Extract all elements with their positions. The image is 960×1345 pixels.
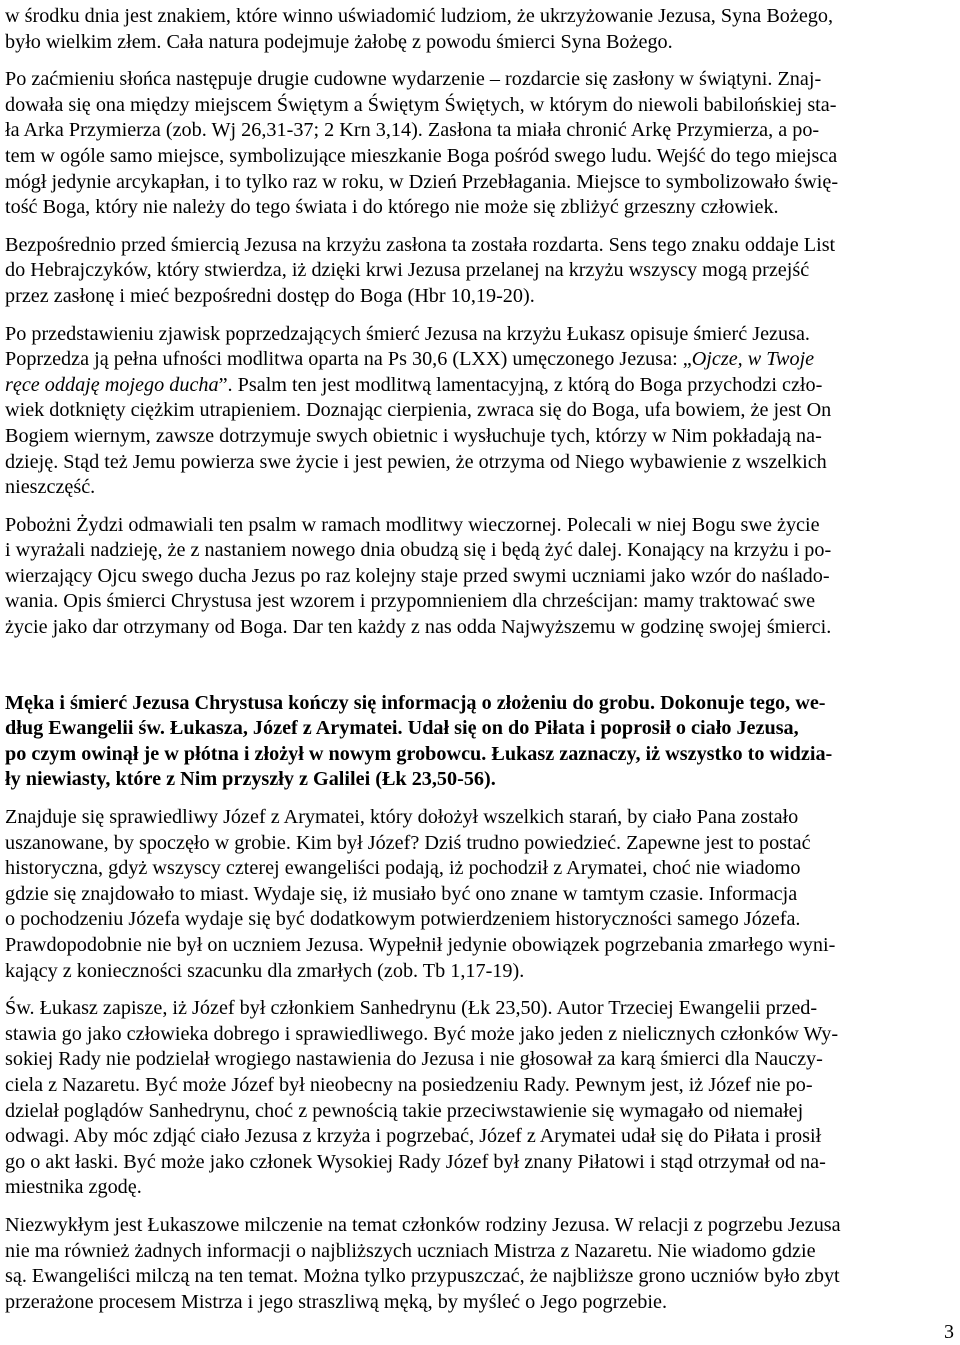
text-line: go o akt łaski. Być może jako członek Wysokiej Rady Józef był znany Piłatowi i stąd otrzymał od na-: [5, 1150, 826, 1173]
text-line: życie jako dar otrzymany od Boga. Dar ten każdy z nas odda Najwyższemu w godzinę swojej śmierci.: [5, 616, 832, 639]
text-line: sokiej Rady nie podzielał wrogiego nastawienia do Jezusa i nie głosował za karą śmierci dla Nauczy-: [5, 1048, 823, 1071]
text-line: miestnika zgodę.: [5, 1176, 142, 1199]
text-line: nie ma również żadnych informacji o najbliższych uczniach Mistrza z Nazaretu. Nie wiadomo gdzie: [5, 1239, 816, 1262]
text-line: Po przedstawieniu zjawisk poprzedzających śmierć Jezusa na krzyżu Łukasz opisuje śmierć Jezusa.: [5, 322, 810, 345]
text-line: dzielał poglądów Sanhedrynu, choć z pewnością takie przeciwstawienie się wymagało od niemałej: [5, 1099, 804, 1122]
text-line: tem w ogóle samo miejsce, symbolizujące mieszkanie Boga pośród swego ludu. Wejść do tego miejsca: [5, 144, 838, 167]
paragraph-family-silence: [5, 1213, 955, 1315]
document-page: [5, 4, 955, 1327]
text-line: o pochodzeniu Józefa wydaje się być dodatkowym potwierdzeniem historyczności samego Józefa.: [5, 908, 801, 931]
text-line: kający z konieczności szacunku dla zmarłych (zob. Tb 1,17-19).: [5, 959, 525, 982]
text-line: Pobożni Żydzi odmawiali ten psalm w ramach modlitwy wieczornej. Polecali w niej Bogu swe życie: [5, 513, 820, 536]
quoted-prayer: Ojcze, w Twoje: [691, 348, 815, 371]
text-line: było wielkim złem. Cała natura podejmuje żałobę z powodu śmierci Syna Bożego.: [5, 30, 673, 53]
text-line: wierzający Ojcu swego ducha Jezus po raz kolejny staje przed swymi uczniami jako wzór do naślado-: [5, 564, 830, 587]
text-line: w środku dnia jest znakiem, które winno uświadomić ludziom, że ukrzyżowanie Jezusa, Syna Bożego,: [5, 5, 834, 27]
text-line: uszanowane, by spoczęło w grobie. Kim był Józef? Dziś trudno powiedzieć. Zapewne jest to postać: [5, 831, 811, 854]
text-line: Św. Łukasz zapisze, iż Józef był członkiem Sanhedrynu (Łk 23,50). Autor Trzeciej Ewangelii przed-: [5, 997, 818, 1020]
text-line: i wyrażali nadzieję, że z nastaniem nowego dnia obudzą się i będą żyć dalej. Konający na krzyżu i po-: [5, 539, 832, 562]
text-line: dzieję. Stąd też Jemu powierza swe życie i jest pewien, że otrzyma od Niego wybawienie z wszelkich: [5, 450, 827, 473]
text-line: mógł jedynie arcykapłan, i to tylko raz w roku, w Dzień Przebłagania. Miejsce to symbolizowało świę-: [5, 170, 839, 193]
text-line: Poprzedza ją pełna ufności modlitwa oparta na Ps 30,6 (LXX) umęczonego Jezusa: „Ojcze, w Twoje: [5, 348, 815, 371]
text-line: Bezpośrednio przed śmiercią Jezusa na krzyżu zasłona ta została rozdarta. Sens tego znaku oddaje List: [5, 233, 836, 256]
text-line: dowała się ona między miejscem Świętym a Świętym Świętych, w którym do niewoli babilońskiej sta-: [5, 93, 837, 116]
paragraph-psalm: [5, 513, 955, 641]
text-line: ła Arka Przymierza (zob. Wj 26,31-37; 2 Krn 3,14). Zasłona ta miała chronić Arkę Przymierza, a po-: [5, 119, 820, 142]
text-line: odwagi. Aby móc zdjąć ciało Jezusa z krzyża i pogrzebać, Józef z Arymatei udał się do Piłata i prosił: [5, 1125, 822, 1148]
quoted-prayer: ręce oddaję mojego ducha: [5, 373, 219, 396]
text-line: Bogiem wiernym, zawsze dotrzymuje swych obietnic i wysłuchuje tych, którzy w Nim pokładają na-: [5, 424, 822, 447]
text-line: wania. Opis śmierci Chrystusa jest wzorem i przypomnieniem dla chrześcijan: mamy traktować swe: [5, 590, 816, 613]
text-line: ręce oddaję mojego ducha”. Psalm ten jest modlitwą lamentacyjną, z którą do Boga przychodzi czło-: [5, 373, 823, 396]
paragraph-joseph-intro: [5, 805, 955, 984]
heading-line: ły niewiasty, które z Nim przyszły z Galilei (Łk 23,50-56).: [5, 768, 496, 791]
text-line: nieszczęść.: [5, 476, 96, 499]
section-gap: [5, 653, 955, 691]
heading-line: dług Ewangelii św. Łukasza, Józef z Arymatei. Udał się on do Piłata i poprosił o ciało Jezusa,: [5, 717, 799, 740]
paragraph-eclipse-end: [5, 4, 955, 55]
text-line: do Hebrajczyków, który stwierdza, iż dzięki krwi Jezusa przelanej na krzyżu wszyscy mogą przejść: [5, 259, 810, 282]
text-line: Po zaćmieniu słońca następuje drugie cudowne wydarzenie – rozdarcie się zasłony w świątyni. Znaj-: [5, 68, 822, 91]
paragraph-veil-torn: [5, 233, 955, 310]
text-line: wiek dotknięty ciężkim utrapieniem. Doznając cierpienia, zwraca się do Boga, ufa bowiem, że jest On: [5, 399, 832, 422]
text-line: gdzie się znajdowało to miast. Wydaje się, iż musiało być ono znane w tamtym czasie. Informacja: [5, 882, 798, 905]
paragraph-death-prayer: [5, 322, 955, 501]
page-number: 3: [944, 1321, 954, 1343]
text-line: historyczna, gdyż wszyscy czterej ewangeliści podają, iż pochodził z Arymatei, choć nie wiadomo: [5, 857, 801, 880]
text-line: przerażone procesem Mistrza i jego straszliwą męką, by myśleć o Jego pogrzebie.: [5, 1290, 668, 1313]
text-line: stawia go jako człowieka dobrego i sprawiedliwego. Być może jako jeden z nielicznych członków Wy-: [5, 1022, 839, 1045]
text-line: Znajduje się sprawiedliwy Józef z Arymatei, który dołożył wszelkich starań, by ciało Pana zostało: [5, 806, 799, 829]
section-heading-burial: [5, 691, 955, 793]
text-line: ciela z Nazaretu. Być może Józef był nieobecny na posiedzeniu Rady. Pewnym jest, iż Józef nie po-: [5, 1073, 813, 1096]
text-line: są. Ewangeliści milczą na ten temat. Można tylko przypuszczać, że najbliższe grono uczniów było zbyt: [5, 1265, 840, 1288]
heading-line: Męka i śmierć Jezusa Chrystusa kończy się informacją o złożeniu do grobu. Dokonuje tego, we-: [5, 691, 826, 714]
text-line: tość Boga, który nie należy do tego świata i do którego nie może się zbliżyć grzeszny człowiek.: [5, 196, 779, 219]
paragraph-veil-intro: [5, 67, 955, 221]
text-line: przez zasłonę i mieć bezpośredni dostęp do Boga (Hbr 10,19-20).: [5, 284, 535, 307]
paragraph-joseph-sanhedrin: [5, 996, 955, 1201]
heading-line: po czym owinął je w płótna i złożył w nowym grobowcu. Łukasz zaznaczy, iż wszystko to widzia-: [5, 742, 833, 765]
text-line: Niezwykłym jest Łukaszowe milczenie na temat członków rodziny Jezusa. W relacji z pogrzebu Jezusa: [5, 1213, 841, 1236]
text-line: Prawdopodobnie nie był on uczniem Jezusa. Wypełnił jedynie obowiązek pogrzebania zmarłego wyni-: [5, 934, 836, 956]
